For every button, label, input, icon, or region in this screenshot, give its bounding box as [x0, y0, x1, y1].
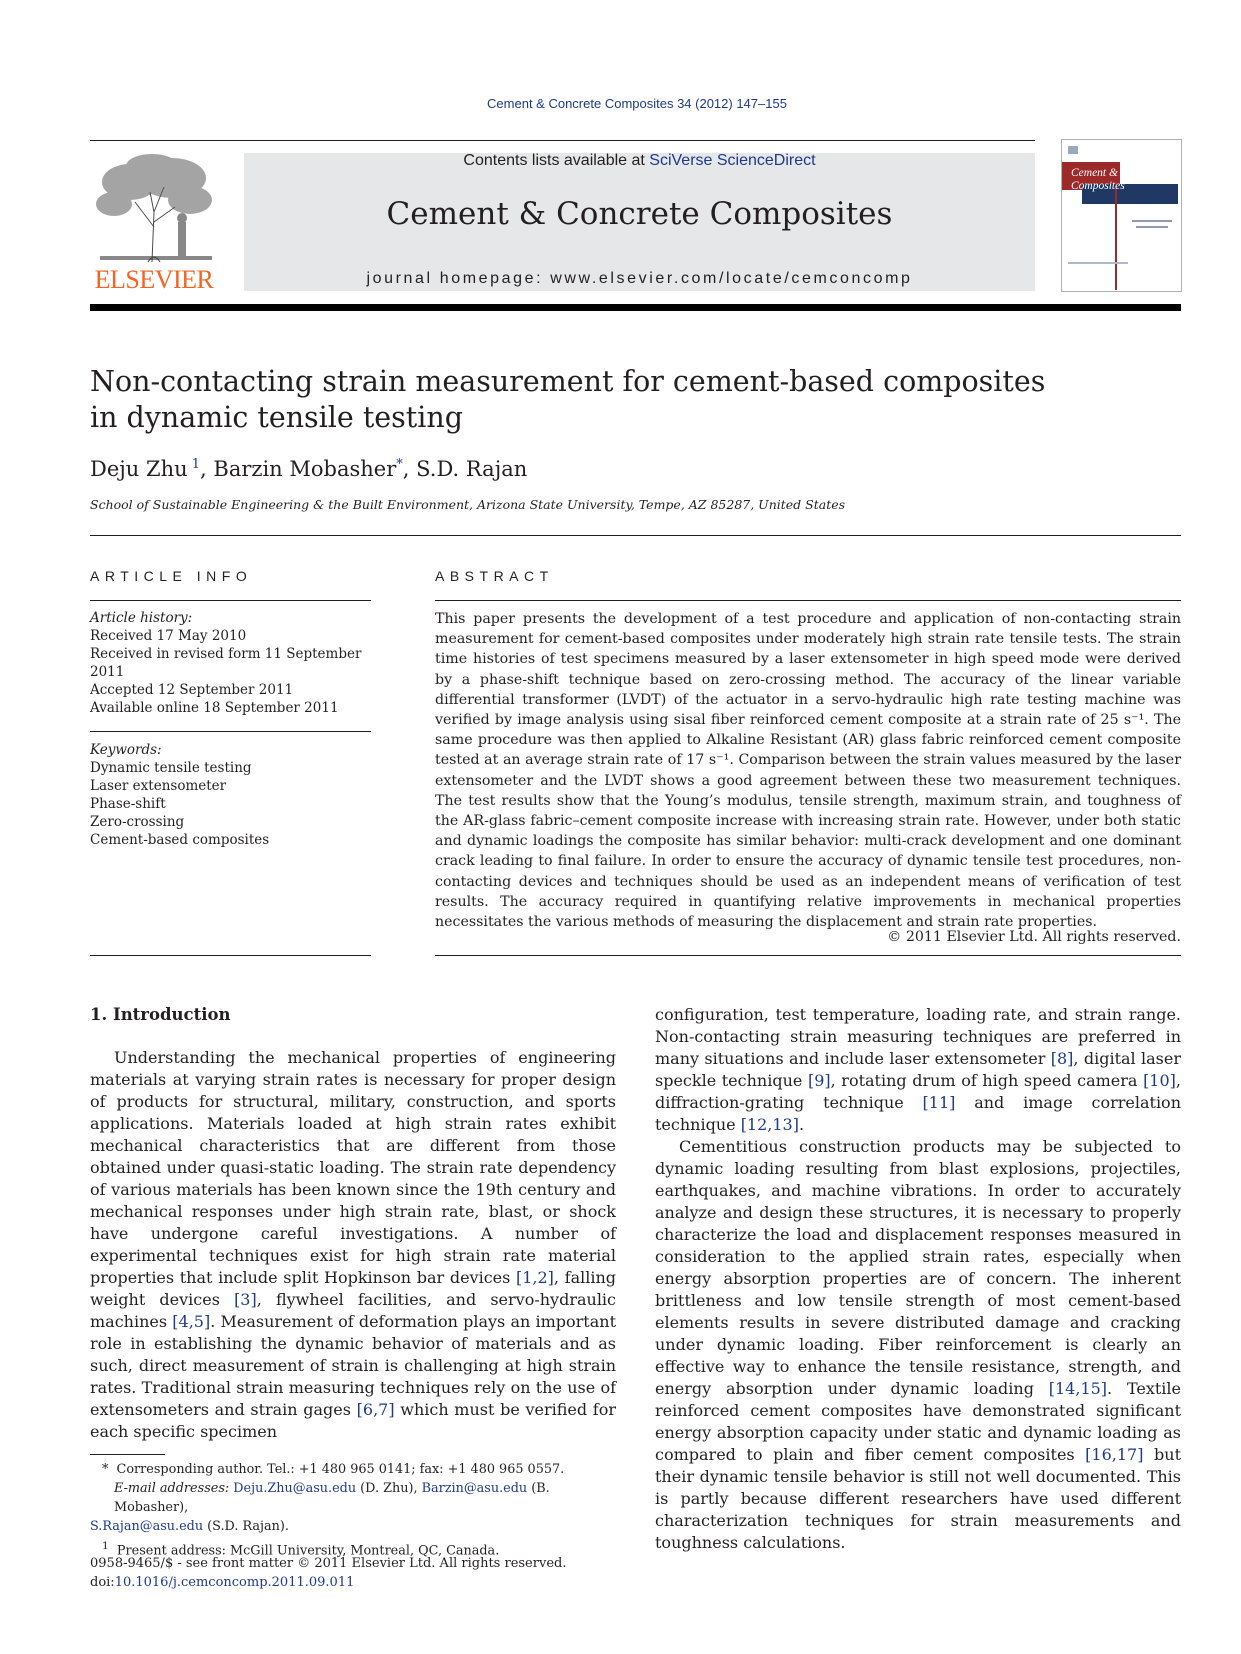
- email-link[interactable]: Deju.Zhu@asu.edu: [233, 1481, 357, 1496]
- email-link[interactable]: Barzin@asu.edu: [421, 1481, 528, 1496]
- header-thick-rule: [90, 304, 1181, 311]
- contents-prefix: Contents lists available at: [463, 152, 650, 169]
- history-label: Article history:: [90, 610, 193, 626]
- abstract-copyright: © 2011 Elsevier Ltd. All rights reserved.: [887, 929, 1181, 945]
- article-title: [90, 364, 1090, 436]
- citation-link[interactable]: [10]: [1143, 1071, 1176, 1090]
- elsevier-wordmark: ELSEVIER: [94, 265, 214, 294]
- body-column-right: [655, 1004, 1181, 1554]
- doi-line: doi:10.1016/j.cemconcomp.2011.09.011: [90, 1575, 355, 1590]
- article-history: [90, 609, 365, 717]
- footnote-emails: E-mail addresses: Deju.Zhu@asu.edu (D. Zhu), Barzin@asu.edu (B. Mobasher),: [114, 1481, 550, 1515]
- journal-cover-thumbnail[interactable]: [1061, 139, 1182, 292]
- footnote-corresponding: * Corresponding author. Tel.: +1 480 965 0141; fax: +1 480 965 0557.: [102, 1462, 565, 1477]
- journal-title: Cement & Concrete Composites: [386, 196, 893, 232]
- author-zhu[interactable]: Deju Zhu: [90, 457, 188, 481]
- footnote-mark-1[interactable]: 1: [191, 457, 201, 472]
- keyword-item: Dynamic tensile testing: [90, 760, 252, 776]
- abstract-rule-bottom: [435, 955, 1181, 956]
- history-online: Available online 18 September 2011: [90, 700, 339, 716]
- citation-link[interactable]: [14,15]: [1048, 1379, 1108, 1398]
- citation-link[interactable]: [9]: [807, 1071, 831, 1090]
- journal-homepage[interactable]: journal homepage: www.elsevier.com/locate/cemconcomp: [366, 270, 913, 287]
- cover-title: Cement & Concrete Composites: [1071, 167, 1163, 192]
- corresponding-mark[interactable]: *: [396, 457, 403, 472]
- citation-link[interactable]: [3]: [234, 1290, 257, 1309]
- affiliation: School of Sustainable Engineering & the Built Environment, Arizona State University, Tempe, AZ 85287, United States: [90, 497, 846, 512]
- paragraph: configuration, test temperature, loading rate, and strain range. Non-contacting strain measuring techniques are preferred in many situations and include laser extensometer [8], digital laser speckle technique [9], rotating drum of high speed camera [10], diffraction-grating technique [11] and image correlation technique [12,13].: [655, 1005, 1181, 1134]
- keywords-label: Keywords:: [90, 742, 162, 758]
- footnotes: [90, 1460, 616, 1560]
- citation-link[interactable]: [12,13]: [740, 1115, 799, 1134]
- email-link[interactable]: S.Rajan@asu.edu: [90, 1519, 204, 1534]
- keyword-item: Phase-shift: [90, 796, 166, 812]
- article-info-heading: ARTICLE INFO: [90, 568, 253, 584]
- citation-link[interactable]: [6,7]: [356, 1400, 395, 1419]
- footnote-rule: [90, 1454, 165, 1455]
- history-received: Received 17 May 2010: [90, 628, 247, 644]
- sciencedirect-link[interactable]: SciVerse ScienceDirect: [649, 152, 816, 169]
- issn-doi-block: [90, 1554, 566, 1592]
- author-list: Deju Zhu $^1$, Barzin Mobasher*, S.D. Rajan: [90, 457, 528, 481]
- footnote-present-address: $^1$ Present address: McGill University, Montreal, QC, Canada.: [102, 1539, 500, 1559]
- journal-reference[interactable]: Cement & Concrete Composites 34 (2012) 147–155: [487, 96, 787, 111]
- contents-line: [244, 152, 1035, 170]
- footnote-emails-cont: S.Rajan@asu.edu (S.D. Rajan).: [90, 1519, 289, 1534]
- author-rajan[interactable]: S.D. Rajan: [416, 457, 528, 481]
- section-heading-introduction: 1. Introduction: [90, 1005, 231, 1024]
- keyword-item: Laser extensometer: [90, 778, 227, 794]
- paragraph: Understanding the mechanical properties of engineering materials at varying strain rates is necessary for proper design of products for structural, military, construction, and sports applications. Materials loaded at high strain rates exhibit mechanical characteristics that are different from those obtained under quasi-static loading. The strain rate dependency of various materials has been known since the 19th century and mechanical responses under high strain rate, blast, or shock have undergone careful investigations. A number of experimental techniques exist for high strain rate material properties that include split Hopkinson bar devices [1,2], falling weight devices [3], flywheel facilities, and servo-hydraulic machines [4,5]. Measurement of deformation plays an important role in establishing the dynamic behavior of materials and as such, direct measurement of strain is challenging at high strain rates. Traditional strain measuring techniques rely on the use of extensometers and strain gages [6,7] which must be verified for each specific specimen: [90, 1048, 617, 1441]
- info-rule-middle: [90, 731, 371, 732]
- title-line-2: in dynamic tensile testing: [90, 401, 463, 434]
- keyword-item: Zero-crossing: [90, 814, 185, 830]
- citation-link[interactable]: [1,2]: [515, 1268, 554, 1287]
- abstract-heading: ABSTRACT: [435, 568, 554, 584]
- history-revised-year: 2011: [90, 664, 125, 680]
- citation-link[interactable]: [16,17]: [1085, 1445, 1144, 1464]
- affiliation-rule: [90, 535, 1181, 536]
- author-mobasher[interactable]: Barzin Mobasher: [213, 457, 397, 481]
- keywords: [90, 741, 365, 849]
- info-rule-bottom: [90, 955, 371, 956]
- paragraph: Cementitious construction products may be subjected to dynamic loading resulting from blast explosions, projectiles, earthquakes, and machine vibrations. In order to accurately analyze and design these structures, it is necessary to properly characterize the load and displacement responses measured in consideration to the applied strain rates, especially when energy absorption properties are of concern. The inherent brittleness and low tensile strength of most cement-based elements results in severe distributed damage and cracking under dynamic loading. Fiber reinforcement is clearly an effective way to enhance the tensile resistance, strength, and energy absorption under dynamic loading [14,15]. Textile reinforced cement composites have demonstrated significant energy absorption capacity under static and dynamic loading as compared to plain and fiber cement composites [16,17] but their dynamic tensile behavior is still not well documented. This is partly because different researchers have used different characterization techniques for strain measurements and toughness calculations.: [655, 1137, 1181, 1552]
- abstract-rule-top: [435, 600, 1181, 601]
- citation-link[interactable]: [11]: [922, 1093, 956, 1112]
- keyword-item: Cement-based composites: [90, 832, 270, 848]
- history-accepted: Accepted 12 September 2011: [90, 682, 294, 698]
- issn-line: 0958-9465/$ - see front matter © 2011 Elsevier Ltd. All rights reserved.: [90, 1556, 567, 1571]
- citation-link[interactable]: [4,5]: [172, 1312, 211, 1331]
- citation-link[interactable]: [8]: [1050, 1049, 1074, 1068]
- title-line-1: Non-contacting strain measurement for cement-based composites: [90, 365, 1046, 398]
- history-revised: Received in revised form 11 September: [90, 646, 362, 662]
- info-rule-top: [90, 600, 371, 601]
- body-column-left: [90, 1047, 616, 1443]
- doi-link[interactable]: 10.1016/j.cemconcomp.2011.09.011: [114, 1575, 355, 1590]
- abstract-text: This paper presents the development of a test procedure and application of non-contacting strain measurement for cement-based composites under moderately high strain rate tensile tests. The strain time histories of test specimens measured by a laser extensometer in high speed mode were derived by a phase-shift technique based on zero-crossing method. The accuracy of the linear variable differential transformer (LVDT) of the actuator in a servo-hydraulic high rate testing machine was verified by image analysis using sisal fiber reinforced cement composite at a strain rate of 25 s⁻¹. The same procedure was then applied to Alkaline Resistant (AR) glass fabric reinforced cement composite tested at an average strain rate of 17 s⁻¹. Comparison between the strain values measured by the laser extensometer and the LVDT shows a good agreement between these two measurement techniques. The test results show that the Young’s modulus, tensile strength, maximum strain, and toughness of the AR-glass fabric–cement composite increase with increasing strain rate. However, under both static and dynamic loadings the composite has similar behavior: multi-crack development and one dominant crack leading to final failure. In order to ensure the accuracy of dynamic tensile test procedures, non-contacting devices and techniques should be used as an independent means of verification of test results. The accuracy required in quantifying relative improvements in mechanical properties necessitates the various methods of measuring the displacement and strain rate properties.: [435, 611, 1181, 931]
- header-top-rule: [90, 140, 1035, 141]
